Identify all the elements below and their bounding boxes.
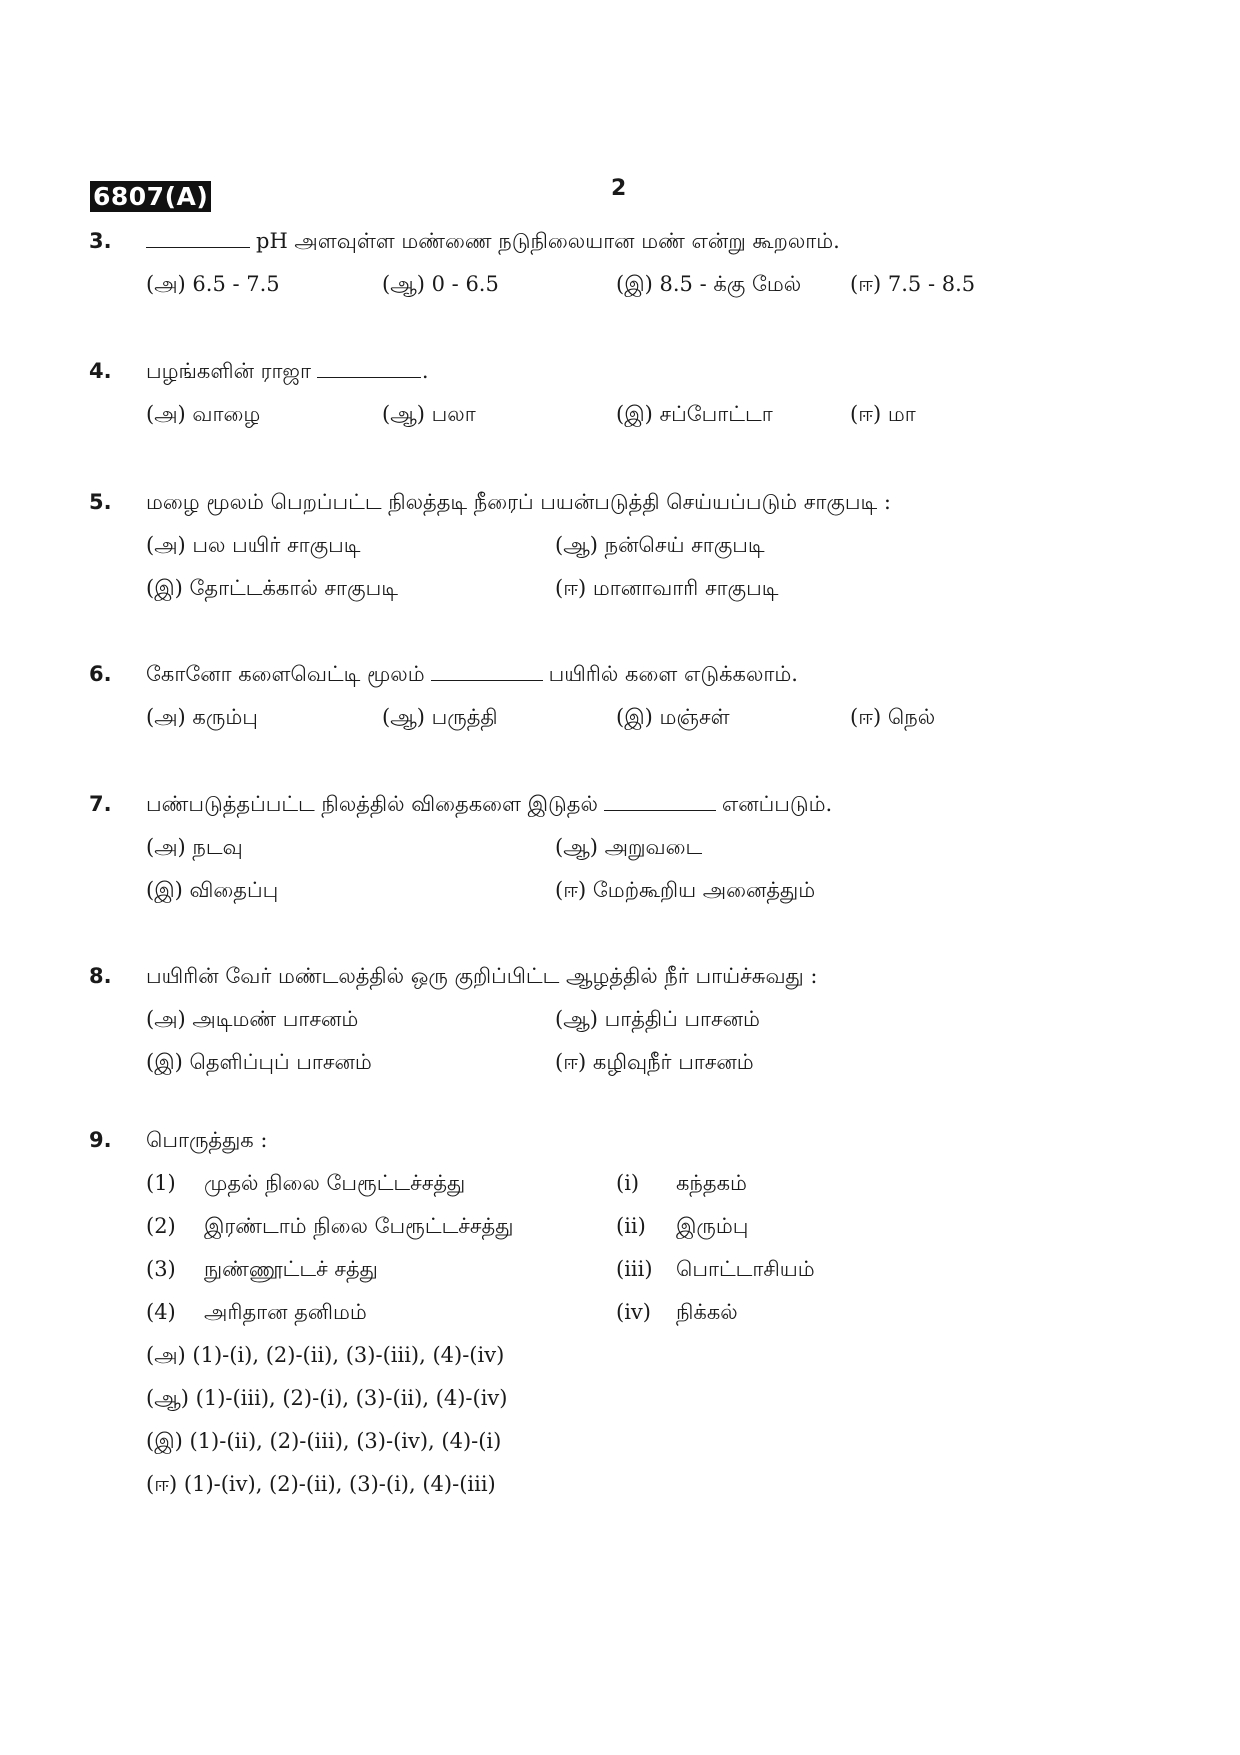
question-number: 7. [89,792,112,816]
page-number: 2 [611,176,627,201]
option-d: (ஈ) (1)-(iv), (2)-(ii), (3)-(i), (4)-(iii) [146,1472,496,1496]
option-b: (ஆ) அறுவடை [555,835,703,859]
question-number: 3. [89,229,112,253]
match-left-text: அரிதான தனிமம் [204,1300,367,1324]
option-a: (அ) கரும்பு [146,705,258,729]
option-d: (ஈ) மேற்கூறிய அனைத்தும் [555,878,816,902]
match-right-marker: (ii) [616,1214,646,1238]
option-b: (ஆ) பருத்தி [382,705,498,729]
answer-blank [431,679,543,681]
option-b: (ஆ) பாத்திப் பாசனம் [555,1007,760,1031]
question-text: pH அளவுள்ள மண்ணை நடுநிலையான மண் என்று கூறலாம். [146,229,840,256]
option-a: (அ) (1)-(i), (2)-(ii), (3)-(iii), (4)-(iv) [146,1343,505,1367]
option-a: (அ) 6.5 - 7.5 [146,272,280,296]
option-c: (இ) (1)-(ii), (2)-(iii), (3)-(iv), (4)-(i) [146,1429,502,1453]
match-right-text: நிக்கல் [676,1300,738,1324]
option-b: (ஆ) பலா [382,402,476,426]
answer-blank [146,246,250,248]
question-number: 9. [89,1128,112,1152]
paper-code: 6807(A) [90,181,211,212]
match-left-text: இரண்டாம் நிலை பேரூட்டச்சத்து [204,1214,514,1238]
option-a: (அ) பல பயிர் சாகுபடி [146,533,361,557]
question-text: பண்படுத்தப்பட்ட நிலத்தில் விதைகளை இடுதல் எனப்படும். [146,792,833,816]
option-d: (ஈ) மானாவாரி சாகுபடி [555,576,779,600]
match-left-marker: (3) [146,1257,176,1281]
match-left-text: முதல் நிலை பேரூட்டச்சத்து [204,1171,466,1195]
answer-blank [604,809,716,811]
option-b: (ஆ) நன்செய் சாகுபடி [555,533,765,557]
option-d: (ஈ) கழிவுநீர் பாசனம் [555,1050,754,1074]
option-d: (ஈ) நெல் [850,705,936,729]
question-text: பொருத்துக : [146,1128,268,1152]
option-c: (இ) மஞ்சள் [616,705,730,729]
option-c: (இ) 8.5 - க்கு மேல் [616,272,802,296]
match-right-text: இரும்பு [676,1214,749,1238]
question-number: 6. [89,662,112,686]
question-text: மழை மூலம் பெறப்பட்ட நிலத்தடி நீரைப் பயன்படுத்தி செய்யப்படும் சாகுபடி : [146,490,891,514]
question-number: 5. [89,490,112,514]
answer-blank [317,376,421,378]
option-a: (அ) நடவு [146,835,243,859]
option-c: (இ) சப்போட்டா [616,402,773,426]
match-right-text: கந்தகம் [676,1171,747,1195]
match-left-marker: (1) [146,1171,176,1195]
match-left-marker: (2) [146,1214,176,1238]
match-right-marker: (iv) [616,1300,651,1324]
option-c: (இ) விதைப்பு [146,878,279,902]
option-b: (ஆ) 0 - 6.5 [382,272,499,296]
match-right-marker: (iii) [616,1257,653,1281]
match-right-marker: (i) [616,1171,640,1195]
option-a: (அ) அடிமண் பாசனம் [146,1007,359,1031]
question-text: பயிரின் வேர் மண்டலத்தில் ஒரு குறிப்பிட்ட ஆழத்தில் நீர் பாய்ச்சுவது : [146,964,818,988]
option-c: (இ) தெளிப்புப் பாசனம் [146,1050,372,1074]
match-left-text: நுண்ணூட்டச் சத்து [204,1257,378,1281]
option-d: (ஈ) மா [850,402,916,426]
option-b: (ஆ) (1)-(iii), (2)-(i), (3)-(ii), (4)-(iv) [146,1386,508,1410]
option-a: (அ) வாழை [146,402,261,426]
match-left-marker: (4) [146,1300,176,1324]
option-c: (இ) தோட்டக்கால் சாகுபடி [146,576,398,600]
option-d: (ஈ) 7.5 - 8.5 [850,272,976,296]
question-number: 4. [89,359,112,383]
question-text: பழங்களின் ராஜா . [146,359,429,383]
question-number: 8. [89,964,112,988]
question-text: கோனோ களைவெட்டி மூலம் பயிரில் களை எடுக்கலாம். [146,662,798,686]
match-right-text: பொட்டாசியம் [676,1257,815,1281]
